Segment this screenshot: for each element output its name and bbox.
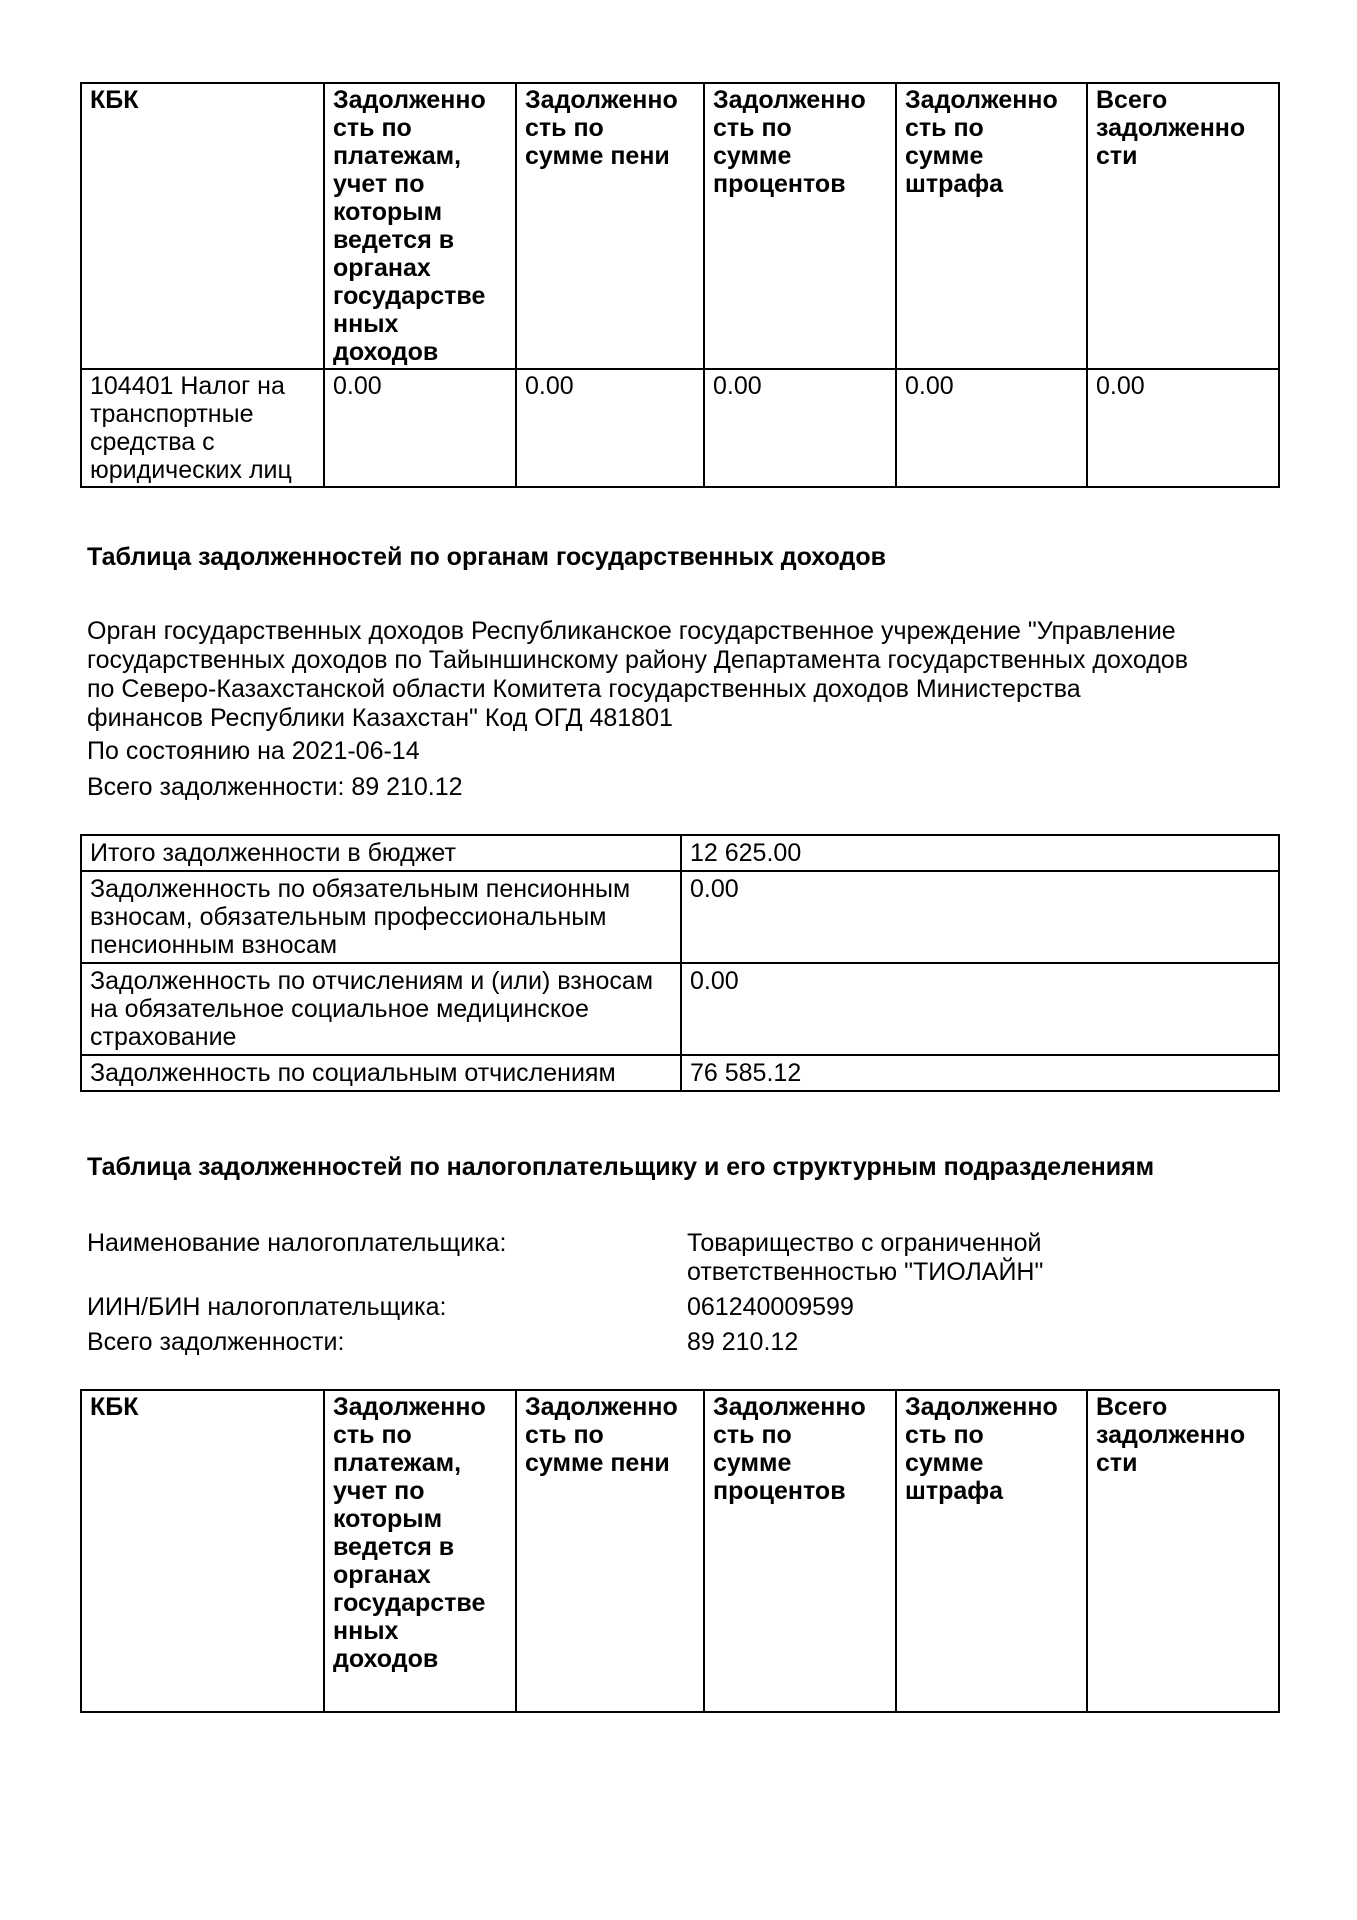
column-header-total-debt: Всего задолженности (1087, 1390, 1279, 1712)
summary-row (81, 963, 1279, 1055)
taxpayer-info (87, 1229, 1267, 1357)
summary-label-cell: Задолженность по обязательным пенсионным взносам, обязательным профессиональным пенсионным взносам (81, 871, 681, 963)
kbk-header-row (81, 83, 1279, 369)
total-debt-line: Всего задолженности: 89 210.12 (87, 773, 463, 801)
section-title-taxpayer: Таблица задолженностей по налогоплательщику и его структурным подразделениям (87, 1153, 1155, 1181)
as-of-date-line: По состоянию на 2021-06-14 (87, 737, 420, 765)
organ-info-paragraph: Орган государственных доходов Республиканское государственное учреждение "Управление государственных доходов по Тайыншинскому району Департамента государственных доходов по Северо-Казахстанской области Комитета государственных доходов Министерства финансов Республики Казахстан" Код ОГД 481801 (87, 617, 1188, 732)
debt-row-payments-cell: 0.00 (324, 369, 516, 487)
summary-label-cell: Задолженность по социальным отчислениям (81, 1055, 681, 1091)
summary-value-cell: 0.00 (681, 963, 1279, 1055)
debt-row-kbk-cell: 104401 Налог на транспортные средства с юридических лиц (81, 369, 324, 487)
taxpayer-bin-value: 061240009599 (687, 1293, 854, 1321)
summary-label-cell: Задолженность по отчислениям и (или) взносам на обязательное социальное медицинское страхование (81, 963, 681, 1055)
column-header-fine-debt: Задолженность по сумме штрафа (896, 1390, 1087, 1712)
taxpayer-name-value: Товарищество с ограниченной ответственностью "ТИОЛАЙН" (687, 1229, 1044, 1286)
summary-row (81, 871, 1279, 963)
budget-summary-table (80, 834, 1280, 1092)
column-header-penalty-debt: Задолженность по сумме пени (516, 1390, 704, 1712)
summary-row (81, 1055, 1279, 1091)
column-header-payments-debt: Задолженность по платежам, учет по которым ведется в органах государственных доходов (324, 1390, 516, 1712)
summary-label-cell: Итого задолженности в бюджет (81, 835, 681, 871)
taxpayer-total-label: Всего задолженности: (87, 1328, 345, 1356)
taxpayer-bin-label: ИИН/БИН налогоплательщика: (87, 1293, 447, 1321)
section-title-ogd: Таблица задолженностей по органам государственных доходов (87, 543, 886, 571)
column-header-penalty-debt: Задолженность по сумме пени (516, 83, 704, 369)
debt-row-interest-cell: 0.00 (704, 369, 896, 487)
column-header-fine-debt: Задолженность по сумме штрафа (896, 83, 1087, 369)
summary-value-cell: 0.00 (681, 871, 1279, 963)
taxpayer-name-label: Наименование налогоплательщика: (87, 1229, 507, 1257)
kbk-header-row (81, 1390, 1279, 1712)
taxpayer-total-value: 89 210.12 (687, 1328, 799, 1356)
kbk-debt-table-top (80, 82, 1280, 488)
kbk-debt-table-bottom (80, 1389, 1280, 1713)
column-header-kbk: КБК (81, 83, 324, 369)
column-header-kbk: КБК (81, 1390, 324, 1712)
column-header-total-debt: Всего задолженности (1087, 83, 1279, 369)
debt-row (81, 369, 1279, 487)
debt-row-fine-cell: 0.00 (896, 369, 1087, 487)
debt-row-total-cell: 0.00 (1087, 369, 1279, 487)
summary-value-cell: 12 625.00 (681, 835, 1279, 871)
column-header-payments-debt: Задолженность по платежам, учет по которым ведется в органах государственных доходов (324, 83, 516, 369)
column-header-interest-debt: Задолженность по сумме процентов (704, 83, 896, 369)
column-header-interest-debt: Задолженность по сумме процентов (704, 1390, 896, 1712)
summary-row (81, 835, 1279, 871)
summary-value-cell: 76 585.12 (681, 1055, 1279, 1091)
debt-row-penalty-cell: 0.00 (516, 369, 704, 487)
